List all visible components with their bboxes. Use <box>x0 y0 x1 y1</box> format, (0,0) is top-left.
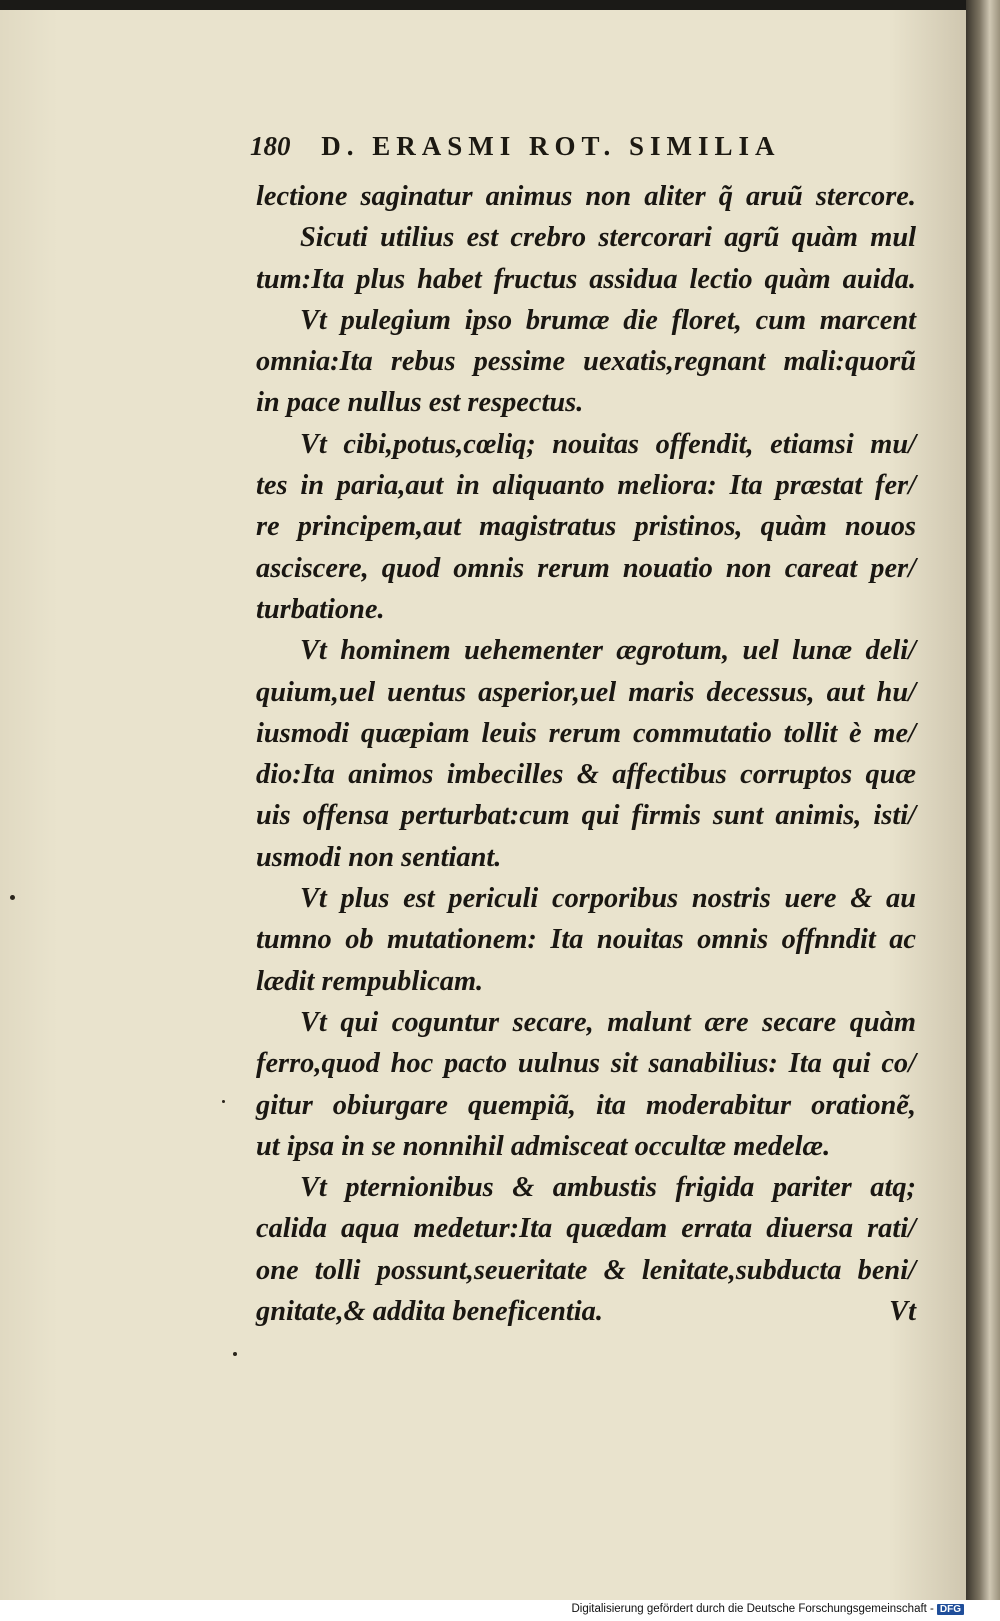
text-line: omnia:Ita rebus pessime uexatis,regnant mali:quorũ <box>256 346 916 378</box>
text-line: uis offensa perturbat:cum qui firmis sunt animis, isti/ <box>256 800 916 832</box>
text-line: gnitate,& addita beneficentia. Vt <box>256 1291 916 1332</box>
text-line: ut ipsa in se nonnihil admisceat occultæ medelæ. <box>256 1130 831 1162</box>
running-header <box>250 131 850 162</box>
ink-speck <box>10 895 15 900</box>
text-line: dio:Ita animos imbecilles & affectibus corruptos quæ <box>256 759 916 791</box>
catchword: Vt <box>889 1296 916 1328</box>
text-line: usmodi non sentiant. <box>256 841 502 873</box>
text-line: ferro,quod hoc pacto uulnus sit sanabilius: Ita qui co/ <box>256 1048 916 1080</box>
text-line: tes in paria,aut in aliquanto meliora: Ita præstat fer/ <box>256 470 916 502</box>
text-line: gitur obiurgare quempiã, ita moderabitur orationẽ, <box>256 1089 916 1121</box>
text-line: tum:Ita plus habet fructus assidua lectio quàm auida. <box>256 263 916 295</box>
page-number: 180 <box>250 131 291 161</box>
text-line: asciscere, quod omnis rerum nouatio non careat per/ <box>256 552 916 584</box>
dfg-logo: DFG <box>937 1604 964 1615</box>
credit-text: Digitalisierung gefördert durch die Deutsche Forschungsgemeinschaft - <box>571 1603 934 1615</box>
digitization-credit <box>571 1603 964 1615</box>
text-line: Sicuti utilius est crebro stercorari agrũ quàm mul <box>300 222 916 254</box>
ink-speck <box>233 1352 237 1356</box>
text-line: calida aqua medetur:Ita quædam errata diuersa rati/ <box>256 1213 916 1245</box>
book-spine-edge <box>966 0 1000 1621</box>
text-line: tumno ob mutationem: Ita nouitas omnis offnndit ac <box>256 924 916 956</box>
running-title: D. ERASMI ROT. SIMILIA <box>321 131 781 161</box>
text-line: lectione saginatur animus non aliter q̃ aruũ stercore. <box>256 181 916 212</box>
text-line: one tolli possunt,seueritate & lenitate,subducta beni/ <box>256 1254 916 1286</box>
text-line: Vt pulegium ipso brumæ die floret, cum marcent <box>300 304 916 336</box>
text-line: lædit rempublicam. <box>256 965 484 997</box>
text-line: Vt hominem uehementer ægrotum, uel lunæ deli/ <box>300 635 916 667</box>
text-line: quium,uel uentus asperior,uel maris decessus, aut hu/ <box>256 676 916 708</box>
text-line: turbatione. <box>256 593 385 625</box>
text-line: iusmodi quæpiam leuis rerum commutatio tollit è me/ <box>256 717 916 749</box>
text-line: Vt cibi,potus,cœliq; nouitas offendit, etiamsi mu/ <box>300 428 916 460</box>
text-line: in pace nullus est respectus. <box>256 387 584 419</box>
text-line: Vt pternionibus & ambustis frigida pariter atq; <box>300 1172 916 1204</box>
text-line: Vt qui coguntur secare, malunt ære secare quàm <box>300 1006 916 1038</box>
text-line: Vt plus est periculi corporibus nostris uere & au <box>300 883 916 915</box>
text-line: re principem,aut magistratus pristinos, quàm nouos <box>256 511 916 543</box>
body-text <box>256 176 916 1332</box>
ink-speck <box>222 1100 225 1103</box>
